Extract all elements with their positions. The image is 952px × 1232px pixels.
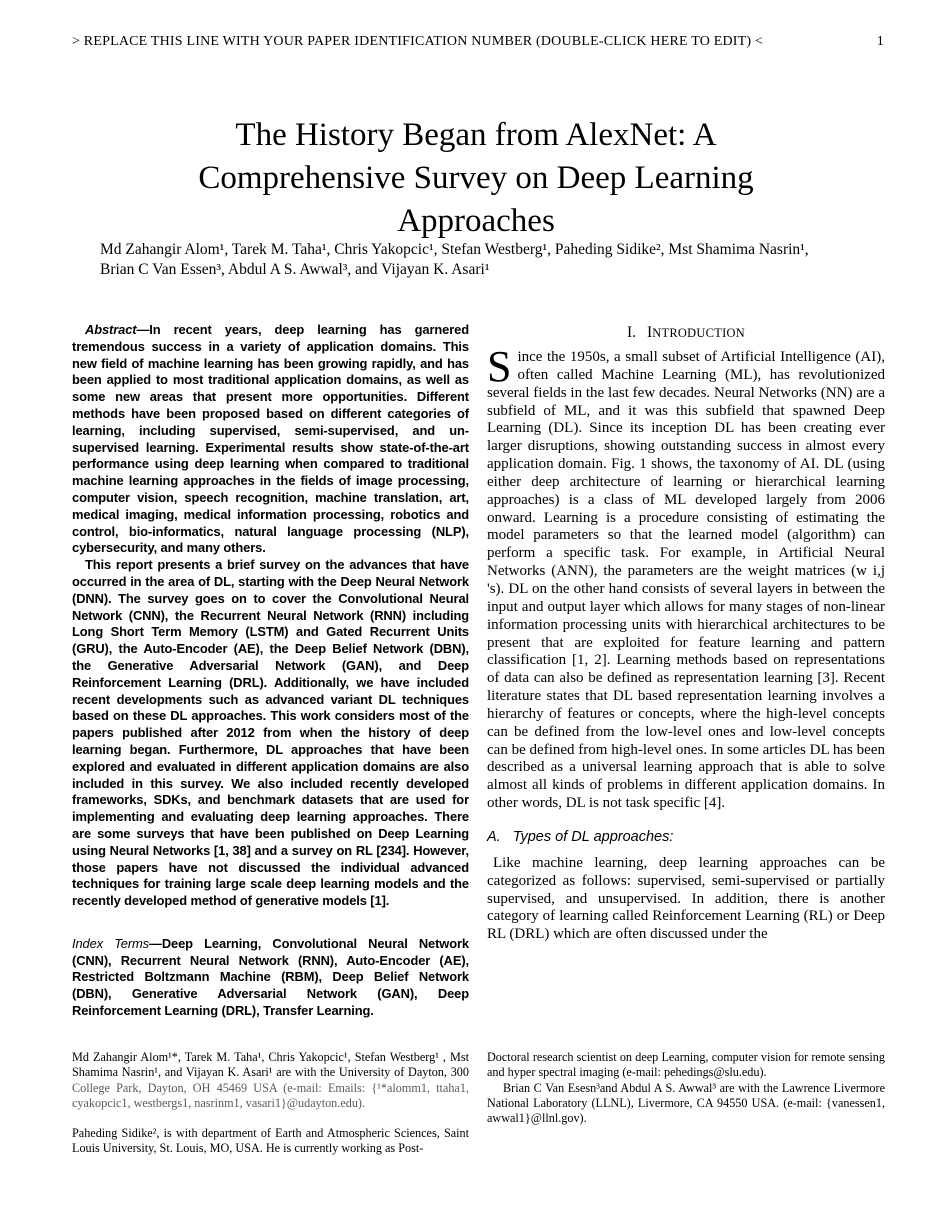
running-header-title[interactable]: > REPLACE THIS LINE WITH YOUR PAPER IDENTIFICATION NUMBER (DOUBLE-CLICK HERE TO EDIT) < xyxy=(72,34,764,49)
page-number: 1 xyxy=(876,34,884,49)
footnote-gap xyxy=(72,1111,469,1126)
section-title-first-letter: I xyxy=(647,324,653,341)
dropcap-letter: S xyxy=(487,342,512,391)
footnote-affiliation-llnl: Brian C Van Esesn³and Abdul A S. Awwal³ are with the Lawrence Livermore National Laboratory (LLNL), Livermore, CA 94550 USA. (e-mail: {vanessen1, awwal1}@llnl.gov). xyxy=(487,1080,885,1126)
right-column xyxy=(487,322,885,944)
section-heading-introduction xyxy=(487,324,885,342)
paper-title: The History Began from AlexNet: A Comprehensive Survey on Deep Learning Approaches xyxy=(198,117,754,240)
subsection-number: A. xyxy=(487,828,501,845)
introduction-paragraph-1 xyxy=(487,342,885,813)
abstract-section xyxy=(72,322,469,910)
index-terms-lead: Index Terms xyxy=(72,935,150,951)
footnote-right-column xyxy=(487,1050,885,1126)
footnote-affiliation-dayton xyxy=(72,1050,469,1111)
footnote-affiliation-dayton-gray: College Park, Dayton, OH 45469 USA (e-mail: Emails: {¹*alomm1, ttaha1, cyakopcic1, westbergs1, nasrinm1, vasari1}@udayton.edu). xyxy=(72,1080,469,1110)
abstract-paragraph-1 xyxy=(72,322,469,557)
subsection-heading-types-of-dl xyxy=(487,829,885,845)
subsection-title: Types of DL approaches: xyxy=(512,828,674,845)
index-terms-text: —Deep Learning, Convolutional Neural Network (CNN), Recurrent Neural Network (RNN), Auto-Encoder (AE), Restricted Boltzmann Machine (RBM), Deep Belief Network (DBN), Generative Adversarial Network (GAN), Deep Reinforcement Learning (DRL), Transfer Learning. xyxy=(72,935,469,1019)
introduction-paragraph-2: Like machine learning, deep learning approaches can be categorized as follows: supervised, semi-supervised or partially supervised, and unsupervised. In addition, there is another category of learning called Reinforcement Learning (RL) or Deep RL (DRL) which are often discussed under the xyxy=(487,854,885,943)
running-header xyxy=(72,34,884,50)
author-list xyxy=(100,240,850,279)
abstract-lead: Abstract xyxy=(85,322,137,337)
index-terms-section xyxy=(72,936,469,1020)
left-column xyxy=(72,322,469,1020)
author-line-2: Brian C Van Essen³, Abdul A S. Awwal³, and Vijayan K. Asari¹ xyxy=(100,260,490,278)
abstract-paragraph-1-text: —In recent years, deep learning has garnered tremendous success in a variety of application domains. This new field of machine learning has been growing rapidly, and has been applied to most traditional application domains, as well as some new areas that present more opportunities. Different methods have been proposed based on different categories of learning, including supervised, semi-supervised, and un-supervised learning. Experimental results show state-of-the-art performance using deep learning when compared to traditional machine learning approaches in the fields of image processing, computer vision, speech recognition, machine translation, art, medical imaging, medical information processing, robotics and control, bio-informatics, natural language processing (NLP), cybersecurity, and many others. xyxy=(72,322,469,556)
author-line-1: Md Zahangir Alom¹, Tarek M. Taha¹, Chris Yakopcic¹, Stefan Westberg¹, Paheding Sidike², Mst Shamima Nasrin¹, xyxy=(100,241,809,258)
section-title-smallcaps: NTRODUCTION xyxy=(652,326,745,340)
section-number: I. xyxy=(627,324,637,341)
introduction-paragraph-1-text: ince the 1950s, a small subset of Artificial Intelligence (AI), often called Machine Learning (ML), has revolutionized several fields in the last few decades. Neural Networks (NN) are a subfield of ML, and it was this subfield that spawned Deep Learning (DL). Since its inception DL has been creating ever larger disruptions, showing outstanding success in almost every application domain. Fig. 1 shows, the taxonomy of AI. DL (using either deep architecture of learning or hierarchical learning approaches) is a class of ML developed largely from 2006 onward. Learning is a procedure consisting of estimating the model parameters so that the learned model (algorithm) can perform a specific task. For example, in Artificial Neural Networks (ANN), the parameters are the weight matrices (w i,j 's). DL on the other hand consists of several layers in between the input and output layer which allows for many stages of non-linear information processing units with hierarchical architectures to be present that are exploited for feature learning and pattern classification [1, 2]. Learning methods based on representations of data can also be defined as representation learning [3]. Recent literature states that DL based representation learning involves a hierarchy of features or concepts, where the high-level concepts can be defined from the low-level ones and low-level concepts can be defined from high-level ones. In some articles DL has been described as a universal learning approach that is able to solve almost all kinds of problems in different application domains. In other words, DL is not task specific [4]. xyxy=(487,349,885,812)
footnote-affiliation-dayton-black: Md Zahangir Alom¹*, Tarek M. Taha¹, Chris Yakopcic¹, Stefan Westberg¹ , Mst Shamima Nasrin¹, and Vijayan K. Asari¹ are with the University of Dayton, 300 xyxy=(72,1050,469,1080)
footnote-left-column xyxy=(72,1050,469,1157)
footnote-slu-continuation: Doctoral research scientist on deep Learning, computer vision for remote sensing and hyper spectral imaging (e-mail: pehedings@slu.edu). xyxy=(487,1050,885,1080)
footnote-affiliation-slu: Paheding Sidike², is with department of Earth and Atmospheric Sciences, Saint Louis University, St. Louis, MO, USA. He is currently working as Post- xyxy=(72,1126,469,1156)
abstract-paragraph-2: This report presents a brief survey on the advances that have occurred in the area of DL, starting with the Deep Neural Network (DNN). The survey goes on to cover the Convolutional Neural Network (CNN), the Recurrent Neural Network (RNN) including Long Short Term Memory (LSTM) and Gated Recurrent Units (GRU), the Auto-Encoder (AE), the Deep Belief Network (DBN), the Generative Adversarial Network (GAN), and Deep Reinforcement Learning (DRL). Additionally, we have included recent developments such as advanced variant DL techniques based on these DL approaches. This work considers most of the papers published after 2012 from when the history of deep learning began. Furthermore, DL approaches that have been explored and evaluated in different application domains are also included in this survey. We also included recently developed frameworks, SDKs, and benchmark datasets that are used for implementing and evaluating deep learning approaches. There are some surveys that have been published on Deep Learning using Neural Networks [1, 38] and a survey on RL [234]. However, those papers have not discussed the individual advanced techniques for training large scale deep learning models and the recently developed method of generative models [1]. xyxy=(72,557,469,909)
